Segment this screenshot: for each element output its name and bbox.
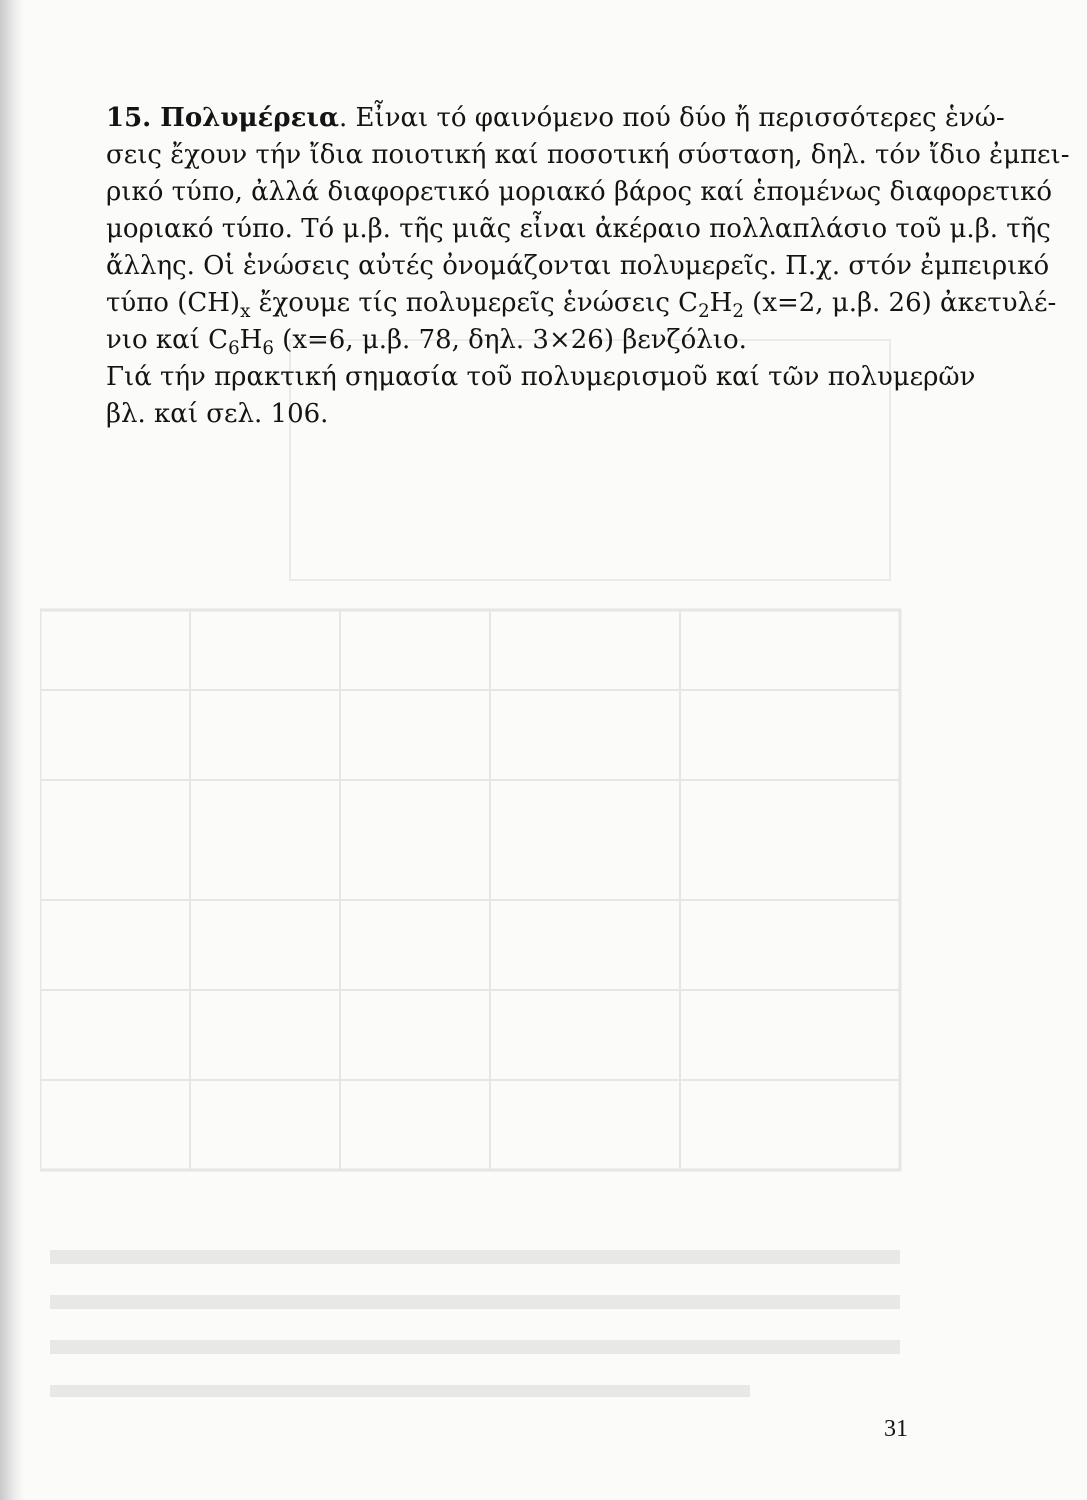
body-text	[106, 100, 1070, 433]
bleed-through-reverse-page	[40, 300, 1040, 1400]
section-15-paragraph	[106, 100, 1070, 360]
cross-reference-paragraph	[106, 359, 976, 433]
text-line-8: Γιά τήν πρακτική σημασία τοῦ πολυμερισμοῦ καί τῶν πολυμερῶν	[106, 362, 976, 392]
binding-shadow	[0, 0, 24, 1500]
text-line-5: ἄλλης. Οἱ ἑνώσεις αὐτές ὀνομάζονται πολυμερεῖς. Π.χ. στόν ἐμπειρικό	[106, 251, 1050, 281]
page-number: 31	[884, 1416, 908, 1442]
text-line-2: σεις ἔχουν τήν ἴδια ποιοτική καί ποσοτική σύσταση, δηλ. τόν ἴδιο ἐμπει-	[106, 140, 1070, 170]
text-line-7: νιο καί $C_6H_6$ (x=6, μ.β. 78, δηλ. 3×26) βενζόλιο.	[106, 325, 747, 360]
text-line-6: τύπο $(CH)_x$ ἔχουμε τίς πολυμερεῖς ἑνώσεις $C_2H_2$ (x=2, μ.β. 26) ἀκετυλέ-	[106, 288, 1057, 323]
text-line-4: μοριακό τύπο. Τό μ.β. τῆς μιᾶς εἶναι ἀκέραιο πολλαπλάσιο τοῦ μ.β. τῆς	[106, 214, 1051, 244]
section-heading: 15. Πολυμέρεια	[106, 103, 339, 133]
text-line-9: βλ. καί σελ. 106.	[106, 399, 329, 429]
text-line-1: 15. Πολυμέρεια. Εἶναι τό φαινόμενο πού δύο ἤ περισσότερες ἑνώ-	[106, 103, 1005, 133]
text-line-3: ρικό τύπο, ἀλλά διαφορετικό μοριακό βάρος καί ἑπομένως διαφορετικό	[106, 177, 1052, 207]
